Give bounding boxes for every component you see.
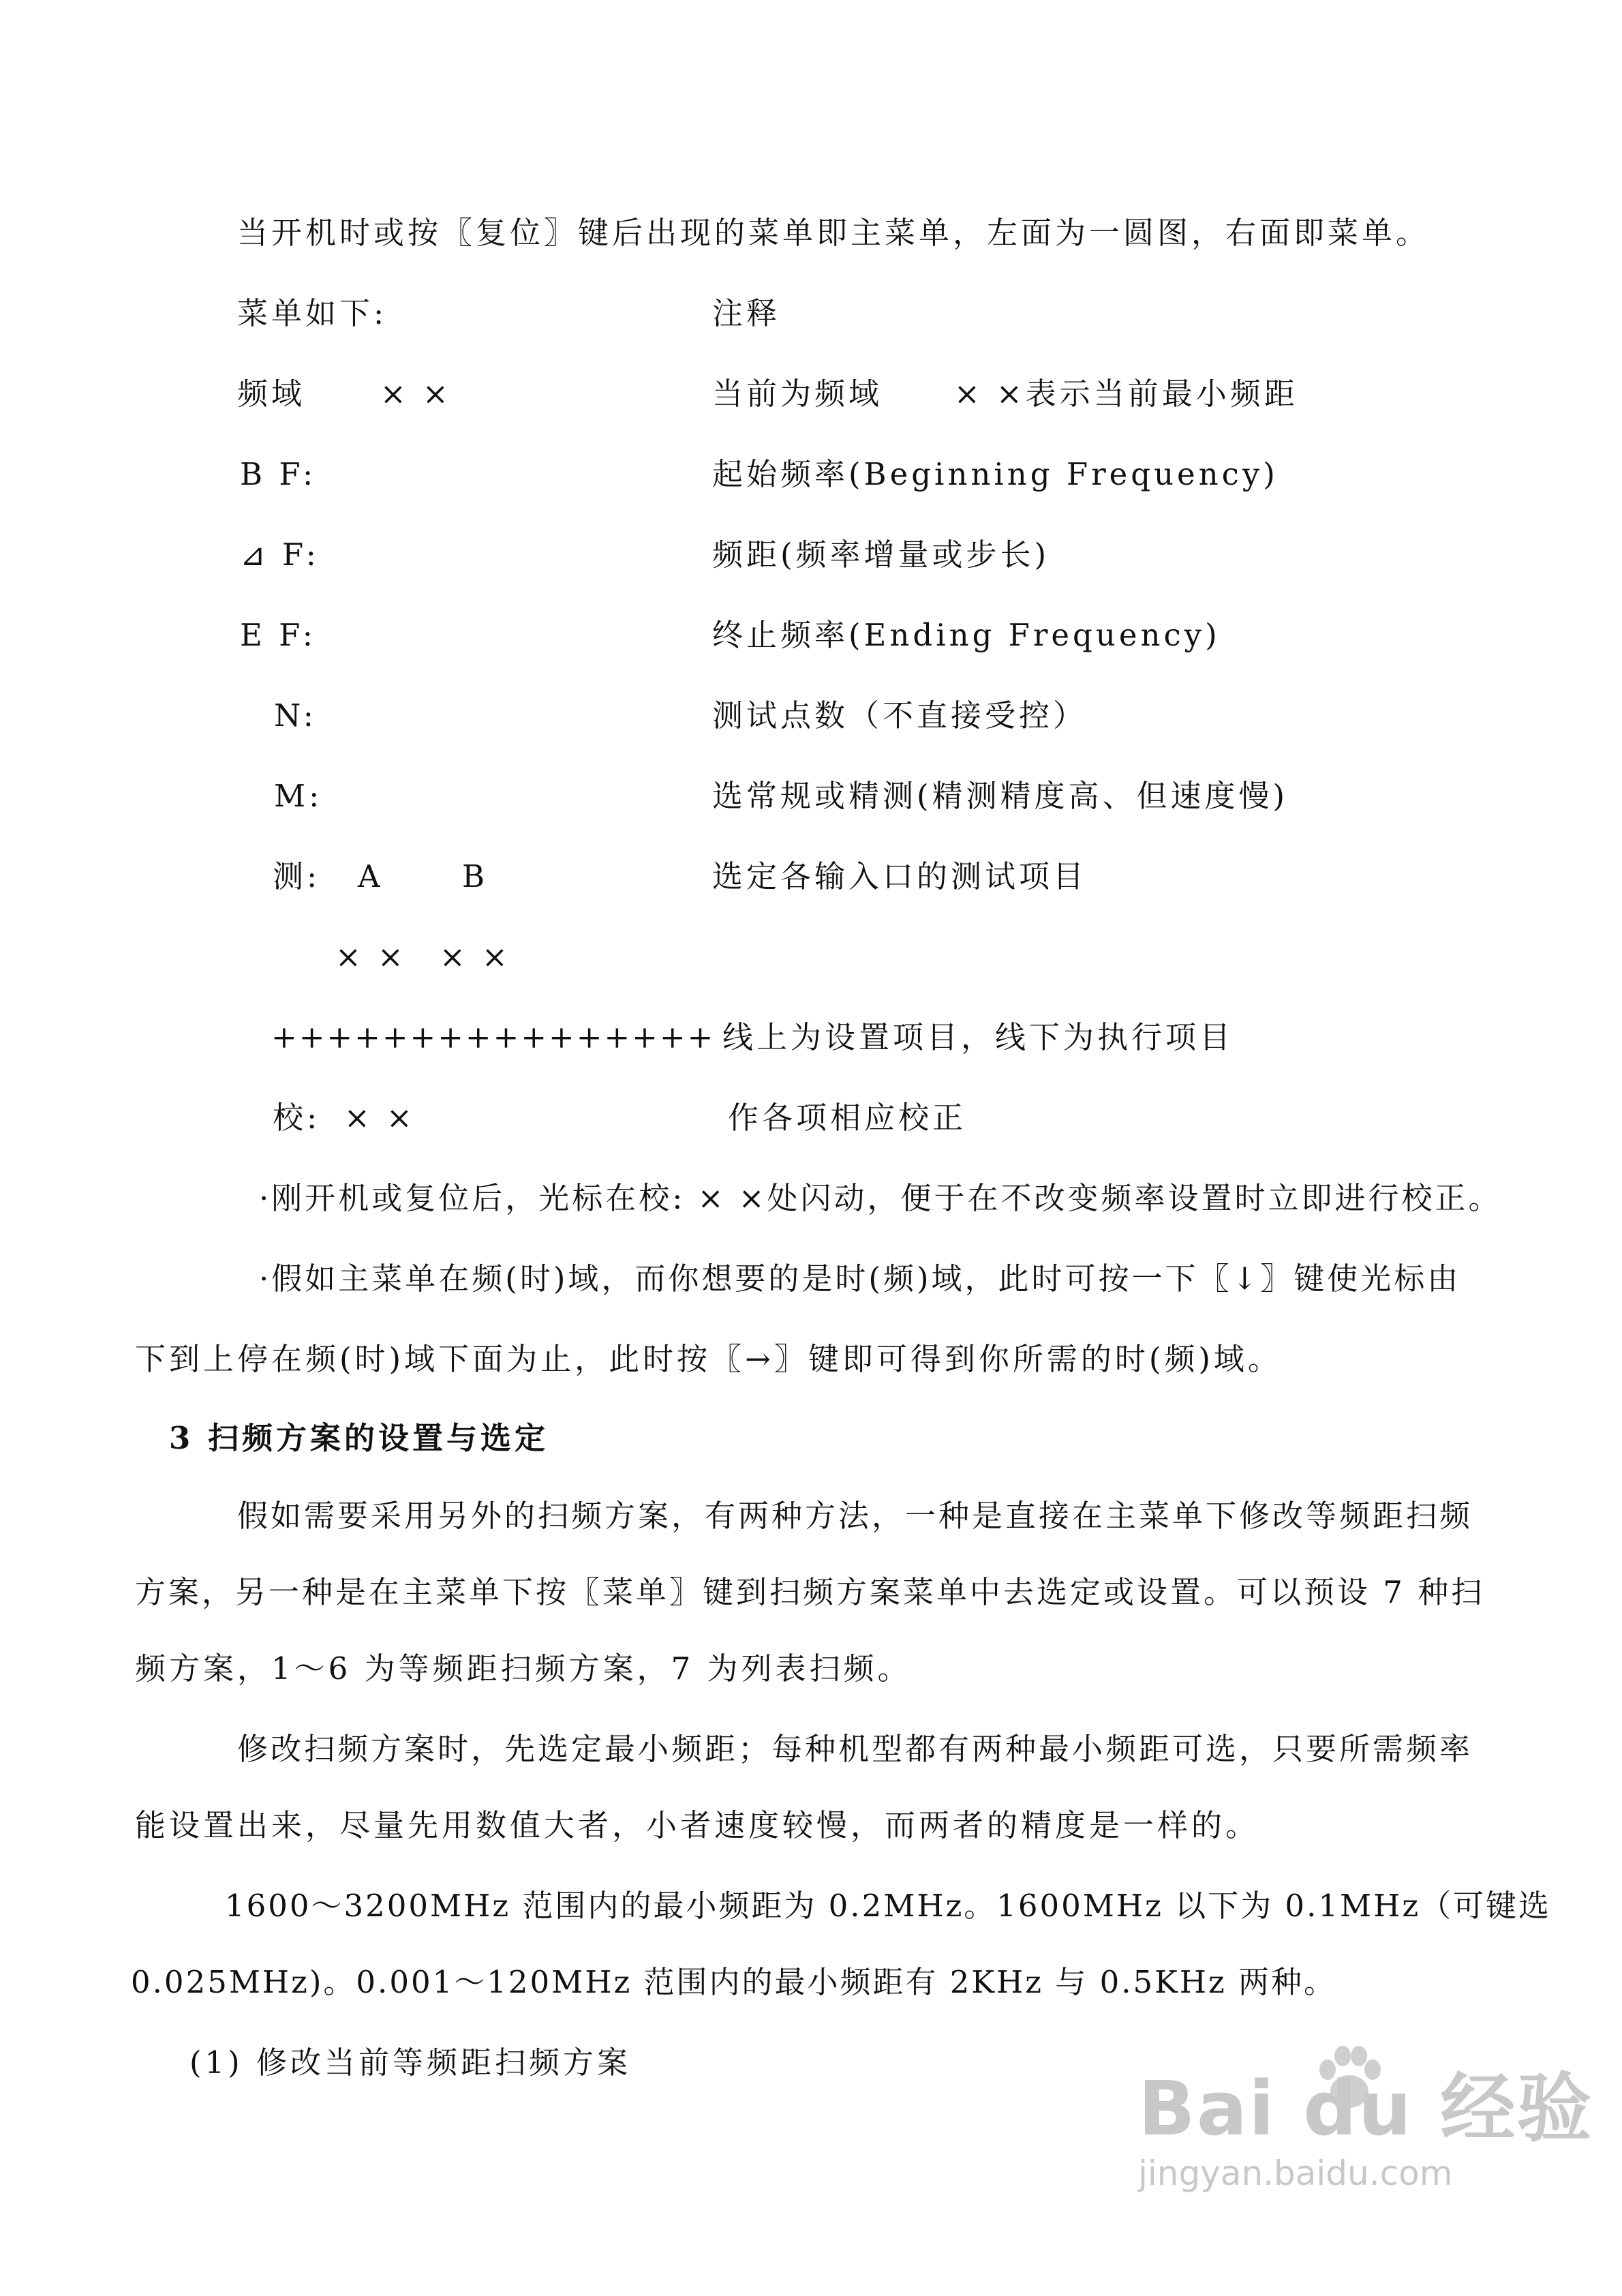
menu-row-test-b: B (462, 858, 489, 894)
menu-row-n-label: N: (274, 697, 317, 734)
menu-row-ef-label: E F: (240, 617, 316, 653)
menu-row-m-label: M: (274, 778, 323, 814)
section-heading: 3 扫频方案的设置与选定 (169, 1420, 549, 1456)
paragraph2-line-1: 修改扫频方案时，先选定最小频距；每种机型都有两种最小频距可选，只要所需频率 (237, 1731, 1473, 1767)
menu-row-n-note: 测试点数（不直接受控） (712, 697, 1088, 734)
menu-row-test-a: A (358, 858, 384, 894)
intro-text: 当开机时或按〖复位〗键后出现的菜单即主菜单，左面为一圆图，右面即菜单。 (237, 215, 1430, 251)
menu-row-domain-note2: × ×表示当前最小频距 (954, 376, 1298, 412)
menu-header-right: 注释 (712, 295, 781, 331)
menu-row-ef-note: 终止频率(Ending Frequency) (712, 617, 1221, 653)
menu-row-bf-label: B F: (240, 456, 317, 492)
menu-row-bf-note: 起始频率(Beginning Frequency) (712, 456, 1279, 492)
menu-row-df-note: 频距(频率增量或步长) (712, 537, 1050, 573)
paragraph3-line-2: 0.025MHz)。0.001～120MHz 范围内的最小频距有 2KHz 与 0.5KHz 两种。 (131, 1964, 1337, 2000)
menu-row-calib-value: × × (344, 1100, 416, 1136)
menu-separator-note: 线上为设置项目，线下为执行项目 (722, 1019, 1234, 1055)
menu-separator-line: ++++++++++++++++ (271, 1019, 716, 1055)
menu-row-test-b-value: × × (440, 939, 511, 975)
menu-row-calib-label: 校: (273, 1100, 321, 1136)
menu-row-m-note: 选常规或精测(精测精度高、但速度慢) (712, 778, 1289, 814)
menu-row-calib-note: 作各项相应校正 (728, 1100, 967, 1136)
paragraph2-line-2: 能设置出来，尽量先用数值大者，小者速度较慢，而两者的精度是一样的。 (135, 1807, 1260, 1843)
menu-row-test-label: 测: (273, 858, 321, 894)
baidu-jingyan-watermark (1138, 2037, 1593, 2194)
note-line-1: ·刚开机或复位后，光标在校: × ×处闪动，便于在不改变频率设置时立即进行校正。 (259, 1180, 1502, 1216)
subsection-heading: (1) 修改当前等频距扫频方案 (189, 2044, 632, 2081)
menu-row-df-label: ⊿ F: (240, 537, 320, 573)
menu-row-domain-label: 频域 (237, 376, 306, 412)
menu-row-test-note: 选定各输入口的测试项目 (712, 858, 1088, 894)
watermark-logo-text: Bai du 经验 (1138, 2065, 1593, 2152)
menu-row-domain-value: × × (380, 376, 452, 412)
menu-row-test-a-value: × × (335, 939, 407, 975)
menu-row-domain-note: 当前为频域 (712, 376, 883, 412)
note-line-2: ·假如主菜单在频(时)域，而你想要的是时(频)域，此时可按一下〖↓〗键使光标由 (259, 1260, 1461, 1297)
paragraph1-line-3: 频方案，1～6 为等频距扫频方案，7 为列表扫频。 (135, 1650, 912, 1687)
paragraph3-line-1: 1600～3200MHz 范围内的最小频距为 0.2MHz。1600MHz 以下为 0.1MHz（可键选 (225, 1888, 1552, 1924)
paragraph1-line-1: 假如需要采用另外的扫频方案，有两种方法，一种是直接在主菜单下修改等频距扫频 (237, 1498, 1473, 1534)
watermark-url: jingyan.baidu.com (1138, 2154, 1453, 2193)
note-line-3: 下到上停在频(时)域下面为止，此时按〖→〗键即可得到你所需的时(频)域。 (135, 1341, 1282, 1377)
menu-header-left: 菜单如下: (237, 295, 388, 331)
paragraph1-line-2: 方案，另一种是在主菜单下按〖菜单〗键到扫频方案菜单中去选定或设置。可以预设 7 种扫 (135, 1574, 1485, 1610)
